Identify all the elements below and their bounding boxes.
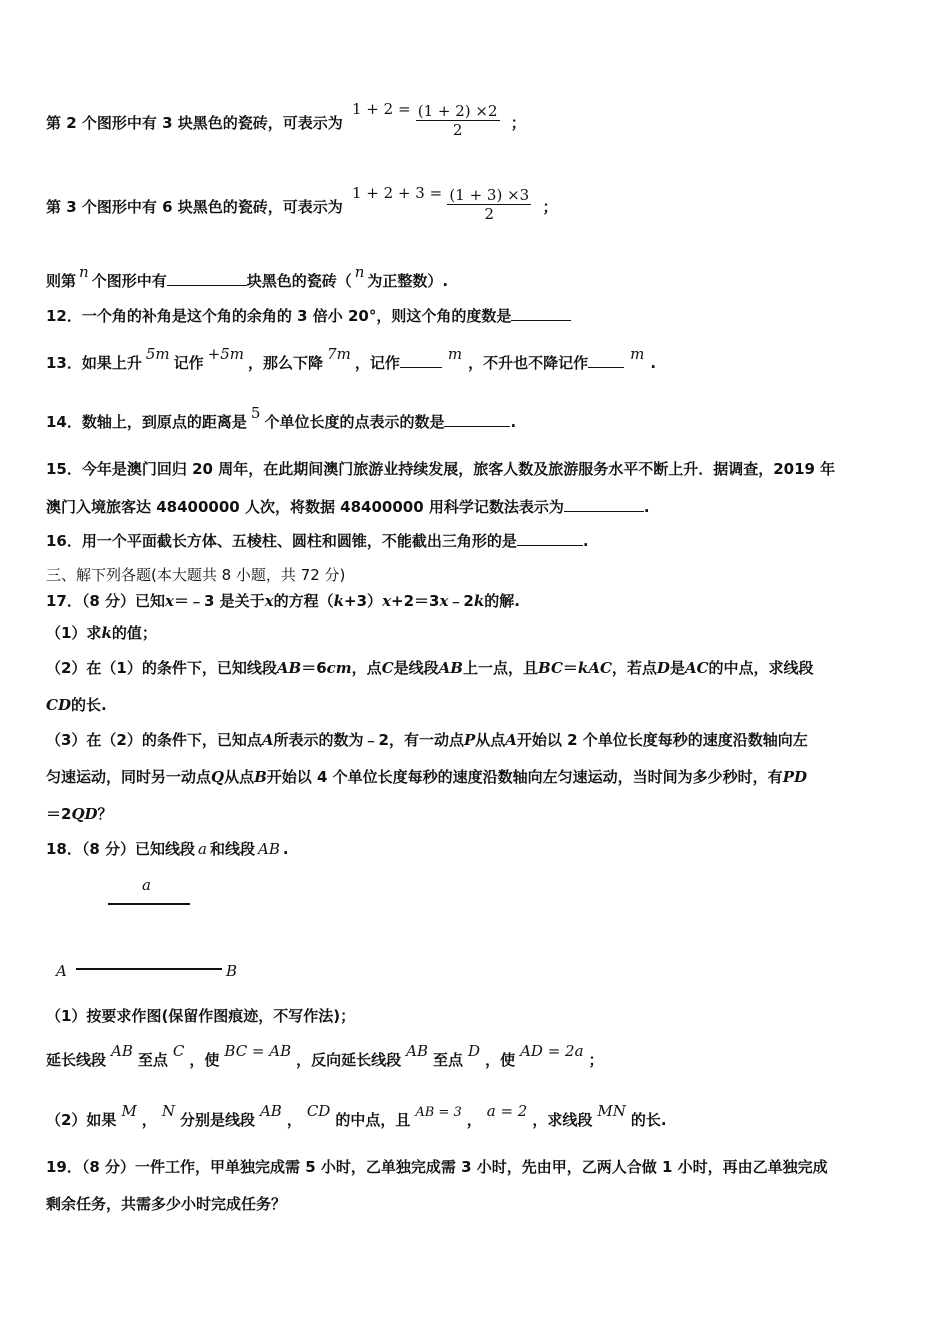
question-13-text: ，那么下降 (248, 354, 324, 372)
section-3-heading (46, 564, 345, 585)
question-15-text: . (643, 498, 650, 516)
text-span: AB (438, 659, 463, 677)
pattern-2-lhs: 1 + 2 = (352, 99, 411, 118)
text-span: C (381, 659, 394, 677)
value-7m: 7m (327, 345, 351, 363)
text-span: ，求线段 (532, 1111, 593, 1129)
text-span: 的中点，且 (335, 1111, 411, 1129)
text-span: ， (286, 1111, 302, 1129)
answer-blank[interactable] (167, 271, 247, 286)
text-span: AB (111, 1042, 133, 1060)
question-18-part-1 (46, 1005, 355, 1026)
text-span: 从点 (224, 768, 255, 786)
pattern-line-2 (46, 99, 526, 141)
text-span: k (333, 592, 345, 610)
text-span: N (161, 1102, 175, 1120)
text-span: 匀速运动，同时另一动点 (46, 768, 212, 786)
segment-AB (76, 968, 222, 970)
text-span: x (165, 592, 174, 610)
unit-m: m (630, 345, 645, 363)
text-span: AB (276, 659, 302, 677)
text-span: x (439, 592, 449, 610)
question-13-text: . (650, 354, 657, 372)
text-span: 19．（8 分）一件工作，甲单独完成需 5 小时，乙单独完成需 3 小时，先由甲，乙两人合做 1 小时，再由乙单独完成 (46, 1158, 828, 1176)
question-13 (46, 345, 657, 373)
text-span: P (463, 731, 476, 749)
text-span: ？ (97, 805, 113, 823)
question-12-text: 12．一个角的补角是这个角的余角的 3 倍小 20°，则这个角的度数是 (46, 307, 512, 325)
text-span: +3） (344, 592, 383, 610)
pattern-3-numerator: (1 + 3) ×3 (449, 186, 530, 204)
text-span: 是 (669, 659, 685, 677)
question-16 (46, 530, 589, 551)
text-span: a = 2 (486, 1102, 528, 1120)
figure-label-a: a (142, 876, 151, 894)
pattern-3-denominator: 2 (484, 205, 495, 223)
pattern-n-text-c: 块黑色的瓷砖（ (246, 272, 352, 290)
text-span: 的方程（ (273, 592, 334, 610)
var-n: n (79, 263, 89, 281)
segment-a (108, 903, 190, 905)
text-span: x (264, 592, 274, 610)
question-14 (46, 404, 517, 432)
question-15-text: 15．今年是澳门回归 20 周年，在此期间澳门旅游业持续发展，旅客人数及旅游服务水平不断上升．据调查，2019 年 (46, 460, 836, 478)
question-17-part-1 (46, 622, 157, 643)
text-span: cm (326, 659, 352, 677)
text-span: M (121, 1102, 137, 1120)
text-span: ，使 (485, 1051, 516, 1069)
text-span: +2＝3 (391, 592, 440, 610)
question-17-part-2-cont (46, 694, 107, 715)
pattern-3-semicolon: ； (542, 198, 558, 216)
question-18-part-1-instructions (46, 1042, 604, 1070)
text-span: ＝2 (46, 805, 72, 823)
text-span: . (282, 840, 289, 858)
text-span: 的值； (111, 624, 157, 642)
text-span: AB (259, 1102, 282, 1120)
text-span: ＝ (562, 659, 578, 677)
question-15-line-1 (46, 458, 835, 479)
text-span: （1）按要求作图(保留作图痕迹，不写作法)； (46, 1007, 356, 1025)
text-span: A (505, 731, 517, 749)
question-13-text: ，记作 (354, 354, 400, 372)
text-span: QD (71, 805, 98, 823)
question-18-part-2 (46, 1102, 667, 1130)
text-span: MN (597, 1102, 626, 1120)
text-span: kAC (577, 659, 612, 677)
text-span: BC (538, 659, 563, 677)
text-span: 开始以 4 个单位长度每秒的速度沿数轴向左匀速运动，当时间为多少秒时，有 (266, 768, 783, 786)
question-16-text: . (582, 532, 589, 550)
text-span: 所表示的数为﹣2，有一动点 (273, 731, 464, 749)
text-span: ，若点 (611, 659, 657, 677)
text-span: AC (684, 659, 709, 677)
pattern-2-text: 第 2 个图形中有 3 块黑色的瓷砖，可表示为 (46, 114, 343, 132)
text-span: 分别是线段 (179, 1111, 255, 1129)
text-span: B (254, 768, 267, 786)
text-span: PD (782, 768, 807, 786)
pattern-3-text: 第 3 个图形中有 6 块黑色的瓷砖，可表示为 (46, 198, 343, 216)
question-19-line-1 (46, 1156, 828, 1177)
value-5: 5 (250, 404, 261, 422)
text-span: AB = 3 (415, 1105, 462, 1120)
question-19-line-2 (46, 1193, 286, 1214)
text-span: ，使 (189, 1051, 220, 1069)
text-span: 开始以 2 个单位长度每秒的速度沿数轴向左 (516, 731, 808, 749)
text-span: C (172, 1042, 185, 1060)
text-span: A (261, 731, 274, 749)
text-span: （3）在（2）的条件下，已知点 (46, 731, 262, 749)
question-13-text: 13．如果上升 (46, 354, 142, 372)
text-span: 上一点，且 (462, 659, 538, 677)
question-12 (46, 305, 571, 326)
text-span: 和线段 (210, 840, 256, 858)
answer-blank[interactable] (588, 353, 624, 368)
text-span: Q (211, 768, 225, 786)
value-5m: 5m (145, 345, 170, 363)
text-span: ﹣2 (448, 592, 474, 610)
text-span: 延长线段 (46, 1051, 107, 1069)
pattern-2-denominator: 2 (452, 121, 463, 139)
pattern-line-n (46, 263, 449, 291)
question-17-part-3 (46, 729, 808, 750)
text-span: ； (588, 1051, 604, 1069)
pattern-3-fraction (447, 186, 531, 223)
text-span: k (473, 592, 485, 610)
text-span: （2）如果 (46, 1111, 117, 1129)
text-span: AD = 2a (520, 1042, 584, 1060)
text-span: ＝﹣3 是关于 (174, 592, 265, 610)
question-17-part-3-end (46, 803, 113, 824)
figure-label-A: A (56, 962, 67, 980)
question-15-line-2 (46, 496, 650, 517)
text-span: 的解. (484, 592, 520, 610)
answer-blank[interactable] (564, 497, 644, 512)
text-span: ＝6 (301, 659, 327, 677)
question-14-text: 个单位长度的点表示的数是 (264, 413, 445, 431)
question-16-text: 16．用一个平面截长方体、五棱柱、圆柱和圆锥，不能截出三角形的是 (46, 532, 517, 550)
question-17 (46, 590, 520, 611)
answer-blank[interactable] (517, 531, 583, 546)
question-14-text: 14．数轴上，到原点的距离是 (46, 413, 247, 431)
question-13-text: ，不升也不降记作 (468, 354, 589, 372)
text-span: x (382, 592, 392, 610)
pattern-line-3 (46, 183, 558, 225)
pattern-3-lhs: 1 + 2 + 3 = (352, 183, 443, 202)
var-AB: AB (258, 840, 280, 858)
text-span: 是线段 (393, 659, 439, 677)
pattern-n-text-d: 为正整数）. (367, 272, 449, 290)
value-plus-5m: +5m (207, 345, 245, 363)
pattern-2-numerator: (1 + 2) ×2 (417, 102, 498, 120)
text-span: D (656, 659, 670, 677)
text-span: （1）求 (46, 624, 102, 642)
answer-blank[interactable] (400, 353, 442, 368)
text-span: 17．（8 分）已知 (46, 592, 166, 610)
text-span: ， (466, 1111, 482, 1129)
text-span: 从点 (475, 731, 506, 749)
section-3-title: 三、解下列各题(本大题共 8 小题，共 72 分) (46, 566, 346, 584)
question-18 (46, 838, 289, 859)
text-span: 剩余任务，共需多少小时完成任务？ (46, 1195, 287, 1213)
text-span: BC = AB (224, 1042, 292, 1060)
answer-blank[interactable] (511, 306, 571, 321)
text-span: ，反向延长线段 (296, 1051, 402, 1069)
answer-blank[interactable] (444, 412, 510, 427)
pattern-n-text-a: 则第 (46, 272, 77, 290)
var-a: a (198, 840, 207, 858)
text-span: 的长. (70, 696, 107, 714)
text-span: （2）在（1）的条件下，已知线段 (46, 659, 277, 677)
unit-m: m (447, 345, 463, 363)
text-span: k (101, 624, 112, 642)
text-span: D (468, 1042, 481, 1060)
text-span: ，点 (351, 659, 382, 677)
text-span: 至点 (137, 1051, 168, 1069)
text-span: 18．（8 分）已知线段 (46, 840, 196, 858)
question-15-text: 澳门入境旅客达 48400000 人次，将数据 48400000 用科学记数法表示为 (46, 498, 564, 516)
pattern-2-semicolon: ； (510, 114, 526, 132)
question-17-part-2 (46, 657, 814, 678)
pattern-2-fraction (416, 102, 500, 139)
var-n: n (354, 263, 365, 281)
text-span: AB (406, 1042, 429, 1060)
text-span: 的长. (630, 1111, 667, 1129)
question-14-text: . (510, 413, 517, 431)
text-span: 至点 (433, 1051, 464, 1069)
question-17-part-3-cont (46, 766, 807, 787)
figure-label-B: B (226, 962, 238, 980)
question-13-text: 记作 (173, 354, 204, 372)
text-span: CD (306, 1102, 331, 1120)
text-span: 的中点，求线段 (708, 659, 814, 677)
pattern-n-text-b: 个图形中有 (91, 272, 167, 290)
text-span: CD (46, 696, 71, 714)
text-span: ， (141, 1111, 157, 1129)
